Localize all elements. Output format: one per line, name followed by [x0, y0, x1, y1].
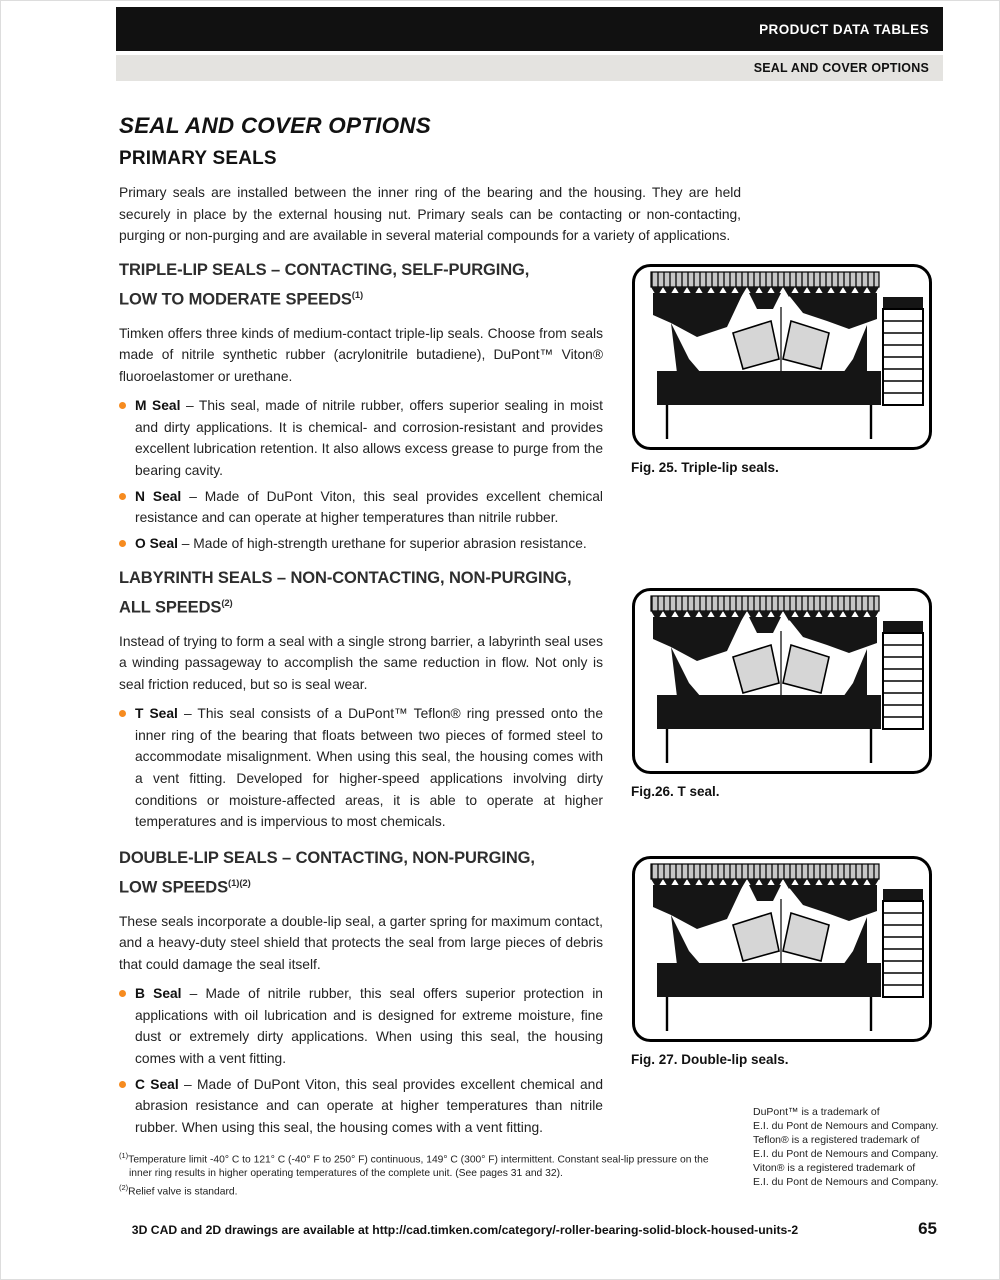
figure-caption: Fig. 27. Double-lip seals.: [631, 1052, 789, 1067]
section-body: Instead of trying to form a seal with a single strong barrier, a labyrinth seal uses a winding passageway to accomplish the same reduction in flow. Not only is seal friction reduced, but so is seal wear.: [119, 633, 603, 692]
figure-triple-lip-seals: [631, 263, 933, 475]
heading-line1: LABYRINTH SEALS – NON-CONTACTING, NON-PURGING,: [119, 569, 572, 587]
list-item-o-seal: [119, 533, 603, 555]
list-item-c-seal: [119, 1074, 603, 1139]
seal-description: – Made of DuPont Viton, this seal provides excellent chemical and abrasion resistance and can operate at higher temperatures than nitrile rubber. When using this seal, the housing comes with a vent fitting.: [135, 1076, 603, 1135]
list-item-text: [135, 703, 603, 833]
bearing-cross-section-drawing: [631, 587, 933, 777]
heading-line1: TRIPLE-LIP SEALS – CONTACTING, SELF-PURGING,: [119, 261, 530, 279]
section-labyrinth-seals: [119, 565, 603, 837]
trademark-line: E.I. du Pont de Nemours and Company.: [753, 1176, 939, 1188]
seal-term: O Seal: [135, 535, 178, 551]
bearing-cross-section-drawing: [631, 855, 933, 1045]
list-item-t-seal: [119, 703, 603, 833]
figure-caption: Fig. 25. Triple-lip seals.: [631, 460, 779, 475]
list-item-text: [135, 533, 603, 555]
heading-line2: LOW SPEEDS: [119, 878, 229, 897]
page-title: SEAL AND COVER OPTIONS: [119, 113, 431, 138]
trademark-line: Teflon® is a registered trademark of: [753, 1134, 920, 1146]
bullet-icon: [119, 493, 126, 500]
seal-type-list: [119, 983, 603, 1138]
bullet-icon: [119, 1081, 126, 1088]
footnote-marker: (2): [119, 1182, 129, 1192]
section-heading: [119, 565, 603, 621]
section-body: These seals incorporate a double-lip seal, a garter spring for maximum contact, and a heavy-duty steel shield that protects the seal from large pieces of debris that could damage the seal itself.: [119, 913, 603, 972]
header-band-secondary: [116, 55, 943, 81]
section-heading: [119, 845, 603, 901]
intro-paragraph: Primary seals are installed between the inner ring of the bearing and the housing. They are held securely in place by the external housing nut. Primary seals can be contacting or non-contacting, purging or non-purging and are available in several material compounds for a variety of applications.: [119, 185, 741, 244]
list-item-text: [135, 395, 603, 481]
bullet-icon: [119, 710, 126, 717]
bullet-icon: [119, 540, 126, 547]
footer-cad-url-text: 3D CAD and 2D drawings are available at http://cad.timken.com/category/-roller-bearing-solid-block-housed-units-2: [131, 1223, 799, 1237]
page-number: 65: [918, 1219, 937, 1238]
seal-description: – Made of DuPont Viton, this seal provides excellent chemical resistance and can operate at higher temperatures than nitrile rubber.: [135, 488, 603, 526]
seal-term: B Seal: [135, 986, 182, 1002]
list-item-n-seal: [119, 486, 603, 529]
section-triple-lip-seals: [119, 257, 603, 558]
heading-line1: DOUBLE-LIP SEALS – CONTACTING, NON-PURGING,: [119, 849, 535, 867]
footnotes: [119, 1149, 711, 1199]
footnote-1: [119, 1149, 711, 1181]
list-item-text: [135, 486, 603, 529]
figure-caption: Fig.26. T seal.: [631, 784, 720, 799]
section-body: Timken offers three kinds of medium-contact triple-lip seals. Choose from seals made of nitrile synthetic rubber (acrylonitrile butadiene), DuPont™ Viton® fluoroelastomer or urethane.: [119, 325, 603, 384]
heading-footnote-ref: (1): [351, 290, 364, 301]
trademark-notices: [753, 1105, 943, 1189]
seal-description: – This seal, made of nitrile rubber, offers superior sealing in moist and dirty applications. It is chemical- and corrosion-resistant and provides excellent lubrication retention. It also allows excess grease to purge from the bearing cavity.: [135, 398, 603, 479]
seal-term: C Seal: [135, 1076, 179, 1092]
seal-type-list: [119, 395, 603, 554]
footnote-text: Relief valve is standard.: [128, 1186, 238, 1198]
header-band-secondary-label: SEAL AND COVER OPTIONS: [753, 61, 929, 75]
heading-line2: ALL SPEEDS: [119, 598, 222, 617]
figure-double-lip-seals: [631, 855, 933, 1067]
list-item-text: [135, 1074, 603, 1139]
trademark-line: Viton® is a registered trademark of: [753, 1162, 916, 1174]
seal-term: N Seal: [135, 488, 182, 504]
trademark-line: DuPont™ is a trademark of: [753, 1106, 880, 1118]
trademark-line: E.I. du Pont de Nemours and Company.: [753, 1148, 939, 1160]
heading-line2: LOW TO MODERATE SPEEDS: [119, 290, 352, 309]
figure-t-seal: [631, 587, 933, 799]
header-band-primary-label: PRODUCT DATA TABLES: [759, 21, 929, 37]
page-subtitle: PRIMARY SEALS: [119, 148, 277, 169]
seal-description: – Made of high-strength urethane for superior abrasion resistance.: [181, 535, 587, 551]
seal-term: M Seal: [135, 398, 181, 414]
heading-footnote-ref: (2): [221, 598, 233, 609]
bearing-cross-section-drawing: [631, 263, 933, 453]
section-heading: [119, 257, 603, 313]
heading-footnote-ref: (1)(2): [228, 878, 251, 889]
footnote-2: [119, 1181, 711, 1199]
seal-term: T Seal: [135, 706, 178, 722]
page-footer: [1, 1219, 999, 1249]
bullet-icon: [119, 990, 126, 997]
seal-description: – Made of nitrile rubber, this seal offers superior protection in applications with oil lubrication and is designed for extreme moisture, fine dust or extremely dirty applications. When using this seal, the housing comes with a vent fitting.: [135, 986, 603, 1067]
header-band-primary: [116, 7, 943, 51]
trademark-line: E.I. du Pont de Nemours and Company.: [753, 1120, 939, 1132]
list-item-b-seal: [119, 983, 603, 1069]
list-item-m-seal: [119, 395, 603, 481]
seal-description: – This seal consists of a DuPont™ Teflon® ring pressed onto the inner ring of the bearing that floats between two pieces of formed steel to accommodate misalignment. When using this seal, the housing comes with a vent fitting. Developed for higher-speed applications involving dirty conditions or moisture-affected areas, it is able to operate at higher temperatures and is impervious to most chemicals.: [135, 706, 603, 830]
footnote-text: Temperature limit -40° C to 121° C (-40° F to 250° F) continuous, 149° C (300° F) intermittent. Constant seal-lip pressure on the inner ring results in higher operating temperatures of the complete unit. (See pages 31 and 32).: [128, 1154, 709, 1180]
section-double-lip-seals: [119, 845, 603, 1142]
bullet-icon: [119, 402, 126, 409]
seal-type-list: [119, 703, 603, 833]
list-item-text: [135, 983, 603, 1069]
footnote-marker: (1): [119, 1151, 129, 1160]
